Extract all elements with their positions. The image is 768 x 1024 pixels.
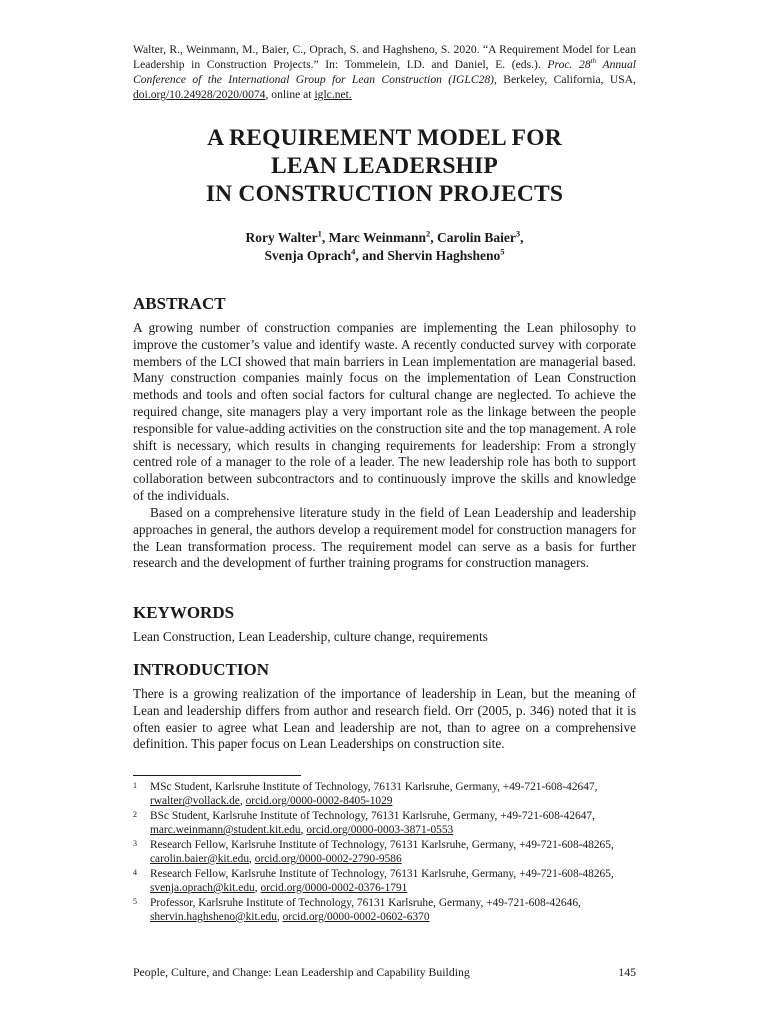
author-line-1: Rory Walter$^1$, Marc Weinmann$^2$, Carolin Baier$^3$, xyxy=(245,228,524,245)
author-affiliation: 2 xyxy=(426,228,431,239)
author-list xyxy=(133,229,636,265)
orcid-link[interactable]: orcid.org/0000-0002-0602-6370 xyxy=(282,910,430,923)
footnote-text: BSc Student, Karlsruhe Institute of Technology, 76131 Karlsruhe, Germany, +49-721-608-42647, xyxy=(150,809,595,822)
page-footer xyxy=(133,965,636,980)
footnote-number: 3 xyxy=(133,838,137,848)
footnote-number: 2 xyxy=(133,809,137,819)
footnote: 5 Professor, Karlsruhe Institute of Technology, 76131 Karlsruhe, Germany, +49-721-608-42646, shervin.haghsheno@kit.edu, orcid.org/0000-0002-0602-6370 xyxy=(133,896,581,923)
author-name: Carolin Baier xyxy=(437,230,516,245)
author-name: Marc Weinmann xyxy=(328,230,426,245)
running-footer: People, Culture, and Change: Lean Leadership and Capability Building xyxy=(133,965,470,979)
orcid-link[interactable]: orcid.org/0000-0002-2790-9586 xyxy=(254,853,402,866)
introduction-heading: INTRODUCTION xyxy=(133,660,270,679)
footnote-separator xyxy=(133,775,301,776)
footnote-text: Research Fellow, Karlsruhe Institute of Technology, 76131 Karlsruhe, Germany, +49-721-608-48265, xyxy=(150,838,614,851)
author-name: Svenja Oprach xyxy=(264,248,352,263)
author-name: Rory Walter xyxy=(245,230,318,245)
footnote-number: 4 xyxy=(133,867,137,877)
author-name: Shervin Haghsheno xyxy=(387,248,501,263)
email-link[interactable]: rwalter@vollack.de xyxy=(150,795,240,808)
title-line-1: A REQUIREMENT MODEL FOR xyxy=(207,125,562,151)
footnotes xyxy=(133,780,636,925)
email-link[interactable]: carolin.baier@kit.edu xyxy=(150,853,250,866)
paper-title xyxy=(133,124,636,208)
title-line-2: LEAN LEADERSHIP xyxy=(271,153,498,179)
orcid-link[interactable]: orcid.org/0000-0002-8405-1029 xyxy=(245,795,393,808)
page-number: 145 xyxy=(618,965,636,979)
citation-text: Walter, R., Weinmann, M., Baier, C., Oprach, S. and Haghsheno, S. 2020. “A Requirement Model for Lean Leadership in Construction Projects.” In: Tommelein, I.D. and Daniel, E. (eds.). xyxy=(133,43,636,71)
footnote: 1 MSc Student, Karlsruhe Institute of Technology, 76131 Karlsruhe, Germany, +49-721-608-42647, rwalter@vollack.de, orcid.org/0000-0002-8405-1029 xyxy=(133,781,598,808)
citation-proceedings: Proc. 28th Annual Conference of the International Group for Lean Construction (IGLC28), xyxy=(133,57,636,86)
orcid-link[interactable]: orcid.org/0000-0002-0376-1791 xyxy=(260,881,408,894)
keywords-heading: KEYWORDS xyxy=(133,603,235,622)
abstract-heading: ABSTRACT xyxy=(133,294,226,313)
footnote-text: MSc Student, Karlsruhe Institute of Technology, 76131 Karlsruhe, Germany, +49-721-608-42647, xyxy=(150,781,598,793)
email-link[interactable]: marc.weinmann@student.kit.edu xyxy=(150,824,301,837)
iglc-link[interactable]: iglc.net. xyxy=(314,88,352,101)
footnote-text: Research Fellow, Karlsruhe Institute of Technology, 76131 Karlsruhe, Germany, +49-721-608-48265, xyxy=(150,867,614,880)
doi-link[interactable]: doi.org/10.24928/2020/0074 xyxy=(133,88,266,101)
footnote-number: 1 xyxy=(133,781,137,790)
author-affiliation: 3 xyxy=(515,228,521,239)
email-link[interactable]: shervin.haghsheno@kit.edu xyxy=(150,910,277,923)
author-affiliation: 4 xyxy=(351,246,356,257)
abstract-paragraph-1: A growing number of construction companies are implementing the Lean philosophy to improve the customer’s value and identify waste. A recently conducted survey with corporate members of the LCI showed that main barriers in Lean implementation are managerial based. Many construction companies mainly focus on the implementation of Lean Construction methods and tools and often social factors for cultural change are neglected. To achieve the required change, site managers play a very important role as the linkage between the people responsible for value-adding activities on the construction site and the top management. A role shift is necessary, which results in changing requirements for leadership: From a strongly centred role of a manager to the role of a leader. The new leadership role has both to support collaboration between subcontractors and to continuously improve the skills and knowledge of the individuals. xyxy=(133,320,636,503)
footnote-text: Professor, Karlsruhe Institute of Technology, 76131 Karlsruhe, Germany, +49-721-608-42646, xyxy=(150,896,581,909)
orcid-link[interactable]: orcid.org/0000-0003-3871-0553 xyxy=(306,824,454,837)
author-line-2: Svenja Oprach$^4$, and Shervin Haghsheno$^5$ xyxy=(264,246,505,263)
author-affiliation: 1 xyxy=(317,228,322,239)
title-line-3: IN CONSTRUCTION PROJECTS xyxy=(205,181,564,207)
footnote: 3 Research Fellow, Karlsruhe Institute of Technology, 76131 Karlsruhe, Germany, +49-721-608-48265, carolin.baier@kit.edu, orcid.org/0000-0002-2790-9586 xyxy=(133,838,614,866)
citation-block: Walter, R., Weinmann, M., Baier, C., Oprach, S. and Haghsheno, S. 2020. “A Requirement Model for Lean Leadership in Construction Projects.” In: Tommelein, I.D. and Daniel, E. (eds.). Proc. 28th Annual Conference of the International Group for Lean Construction (IGLC28), Berkeley, California, USA, doi.org/10.24928/2020/0074, online at iglc.net. xyxy=(133,43,636,101)
author-affiliation: 5 xyxy=(500,246,505,257)
footnote: 2 BSc Student, Karlsruhe Institute of Technology, 76131 Karlsruhe, Germany, +49-721-608-42647, marc.weinmann@student.kit.edu, orcid.org/0000-0003-3871-0553 xyxy=(133,809,595,837)
keywords-text: Lean Construction, Lean Leadership, culture change, requirements xyxy=(133,629,488,644)
footnote: 4 Research Fellow, Karlsruhe Institute of Technology, 76131 Karlsruhe, Germany, +49-721-608-48265, svenja.oprach@kit.edu, orcid.org/0000-0002-0376-1791 xyxy=(133,867,614,894)
abstract-paragraph-2: Based on a comprehensive literature study in the field of Lean Leadership and leadership approaches in general, the authors develop a requirement model for construction managers for the Lean transformation process. The requirement model can serve as a basis for further research and the development of further training programs for construction managers. xyxy=(133,505,636,571)
footnote-number: 5 xyxy=(133,896,137,906)
citation-location: Berkeley, California, USA, xyxy=(496,73,636,86)
email-link[interactable]: svenja.oprach@kit.edu xyxy=(150,881,255,894)
introduction-paragraph-1: There is a growing realization of the importance of leadership in Lean, but the meaning of Lean and leadership differs from author and research field. Orr (2005, p. 346) noted that it is often easier to agree what Lean and leadership are not, than to agree on a comprehensive definition. This paper focus on Lean Leaderships on construction site. xyxy=(133,686,636,752)
